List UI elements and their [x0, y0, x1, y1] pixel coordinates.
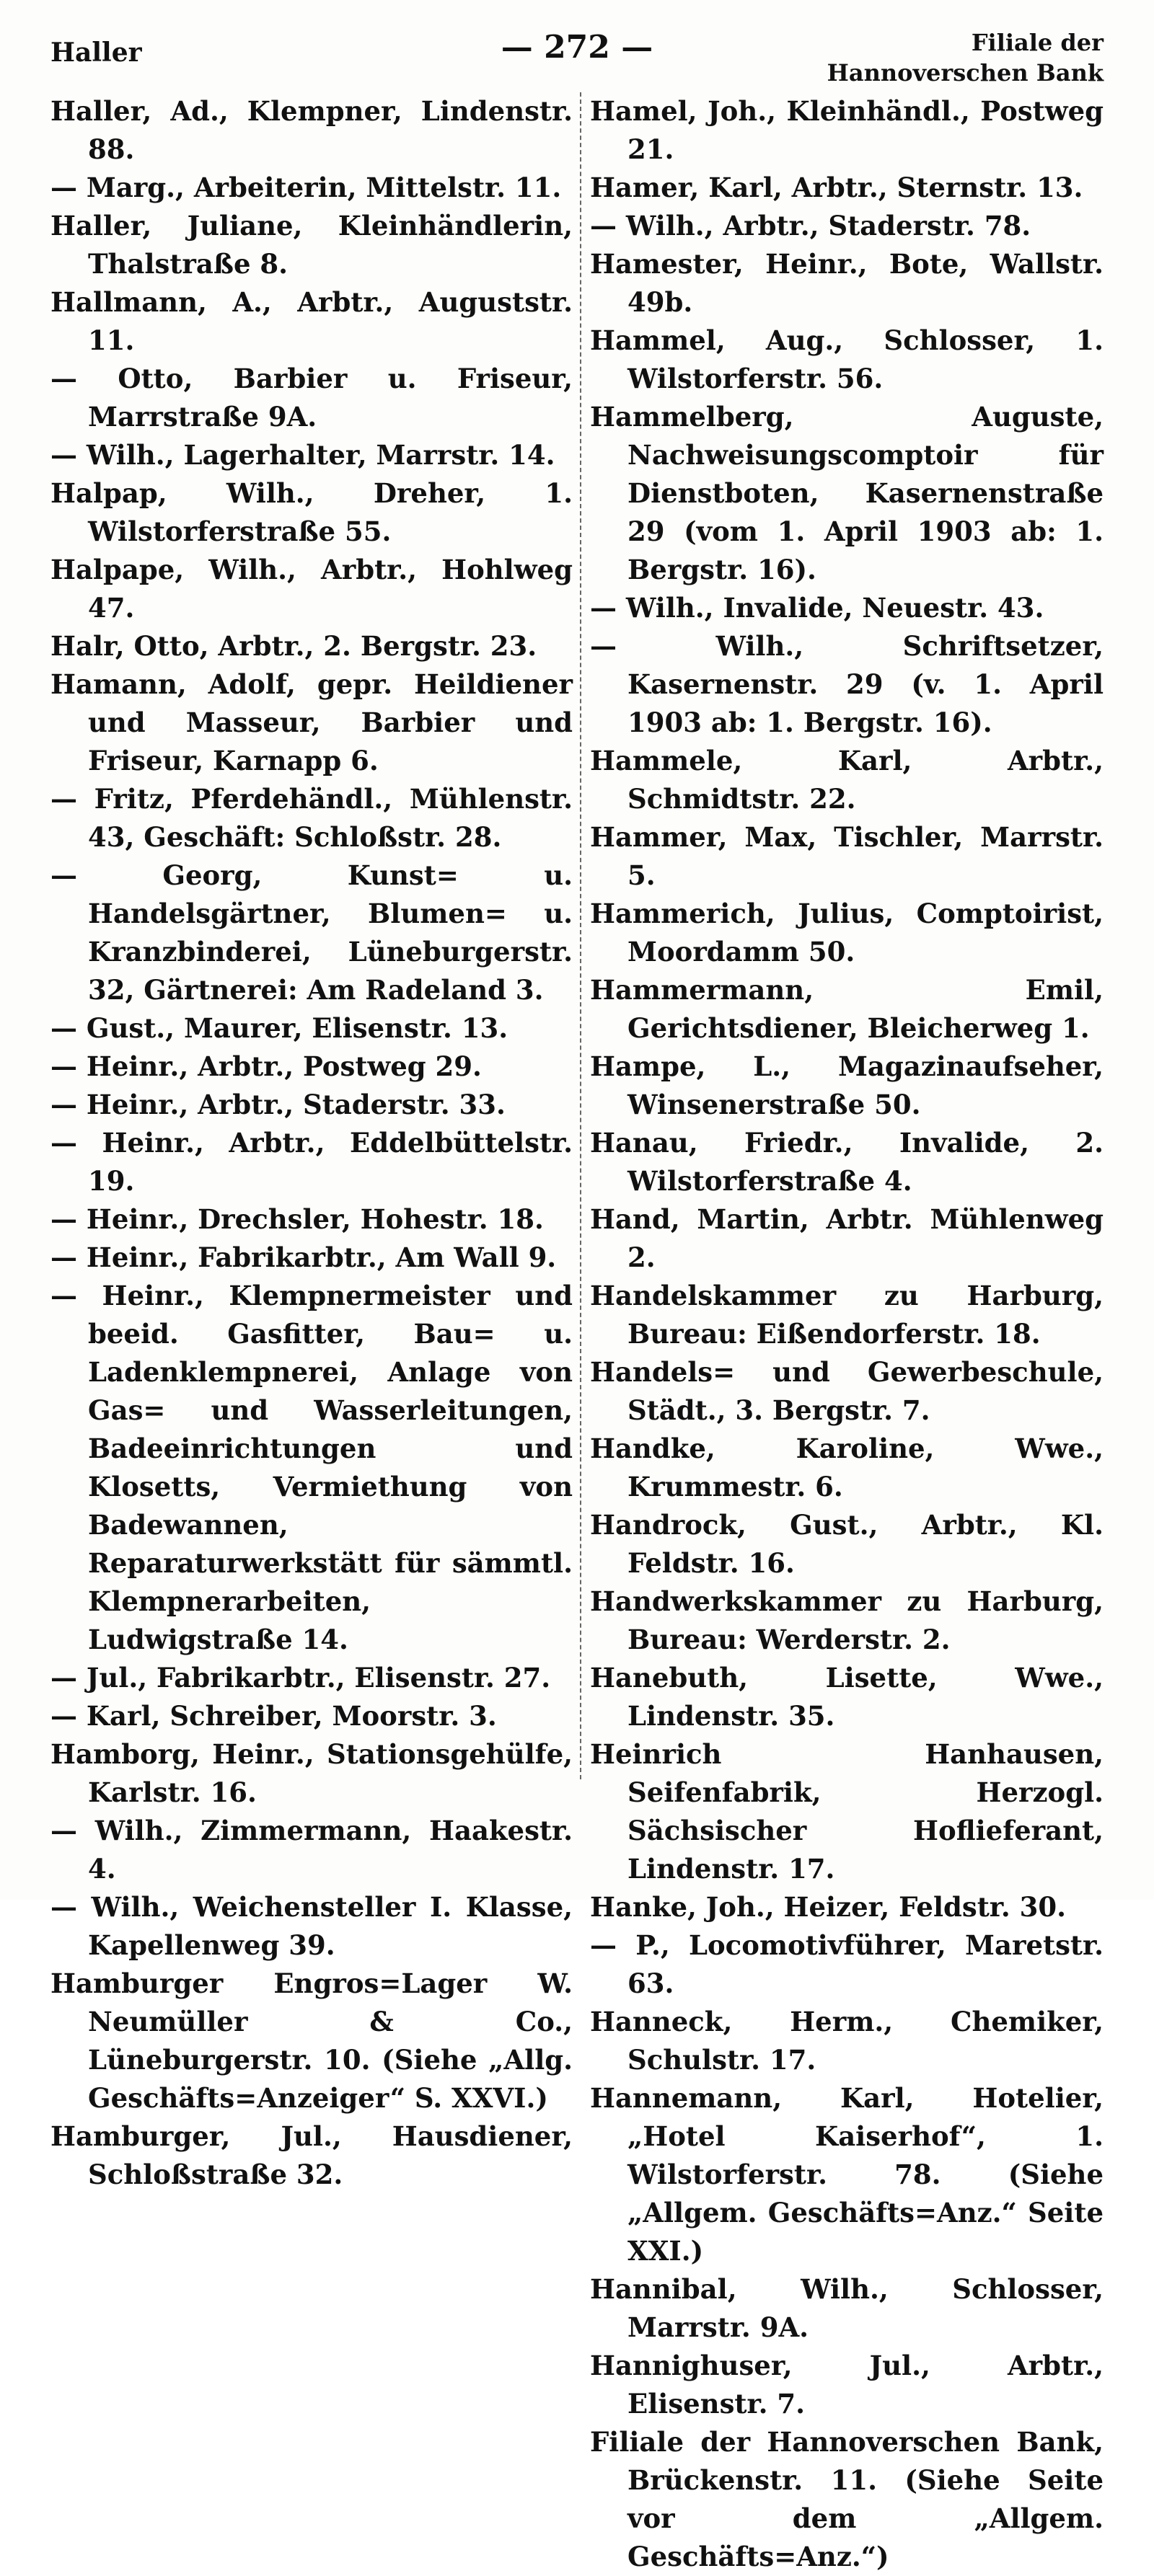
directory-entry: — Georg, Kunst= u. Handelsgärtner, Blumen= u. Kranzbinderei, Lüneburgerstr. 32, Gärtnerei: Am Radeland 3. [50, 859, 573, 1006]
directory-entry: Halr, Otto, Arbtr., 2. Bergstr. 23. [50, 630, 537, 662]
directory-entry: Hammerich, Julius, Comptoirist, Moordamm 50. [590, 898, 1104, 968]
directory-entry: Filiale der Hannoverschen Bank, Brückenstr. 11. (Siehe Seite vor dem „Allgem. Geschäfts=Anz.“) [590, 2426, 1104, 2572]
directory-entry: — Heinr., Arbtr., Staderstr. 33. [50, 1089, 506, 1120]
directory-entry: — Karl, Schreiber, Moorstr. 3. [50, 1700, 497, 1732]
directory-entry: Hammelberg, Auguste, Nachweisungscomptoir für Dienstboten, Kasernenstraße 29 (vom 1. April 1903 ab: 1. Bergstr. 16). [590, 401, 1104, 585]
directory-entry: — Heinr., Drechsler, Hohestr. 18. [50, 1203, 544, 1235]
directory-entry: — Wilh., Zimmermann, Haakestr. 4. [50, 1815, 573, 1885]
directory-entry: — Heinr., Arbtr., Eddelbüttelstr. 19. [50, 1127, 573, 1197]
directory-entry: Halpap, Wilh., Dreher, 1. Wilstorferstraße 55. [50, 477, 573, 547]
directory-entry: Hamer, Karl, Arbtr., Sternstr. 13. [590, 172, 1083, 203]
directory-entry: — Otto, Barbier u. Friseur, Marrstraße 9A. [50, 363, 573, 433]
directory-entry: Hannibal, Wilh., Schlosser, Marrstr. 9A. [590, 2273, 1104, 2343]
directory-entry: — Wilh., Lagerhalter, Marrstr. 14. [50, 439, 555, 471]
directory-entry: Hanau, Friedr., Invalide, 2. Wilstorferstraße 4. [590, 1127, 1104, 1197]
running-head-left: Haller [50, 37, 142, 68]
directory-entry: Hanke, Joh., Heizer, Feldstr. 30. [590, 1891, 1067, 1923]
left-column [50, 92, 573, 2190]
directory-entry: — Heinr., Fabrikarbtr., Am Wall 9. [50, 1241, 557, 1273]
directory-entry: — Wilh., Schriftsetzer, Kasernenstr. 29 (v. 1. April 1903 ab: 1. Bergstr. 16). [590, 630, 1104, 738]
directory-entry: Hamburger Engros=Lager W. Neumüller & Co., Lüneburgerstr. 10. (Siehe „Allg. Geschäfts=Anzeiger“ S. XXVI.) [50, 1968, 573, 2114]
directory-entry: Heinrich Hanhausen, Seifenfabrik, Herzogl. Sächsischer Hoflieferant, Lindenstr. 17. [590, 1738, 1104, 1885]
directory-entry: Hannemann, Karl, Hotelier, „Hotel Kaiserhof“, 1. Wilstorferstr. 78. (Siehe „Allgem. Geschäfts=Anz.“ Seite XXI.) [590, 2082, 1104, 2267]
directory-entry: Hammermann, Emil, Gerichtsdiener, Bleicherweg 1. [590, 974, 1104, 1044]
directory-entry: — Fritz, Pferdehändl., Mühlenstr. 43, Geschäft: Schloßstr. 28. [50, 783, 573, 853]
directory-entry: Handelskammer zu Harburg, Bureau: Eißendorferstr. 18. [590, 1280, 1104, 1350]
directory-entry: Hampe, L., Magazinaufseher, Winsenerstraße 50. [590, 1050, 1104, 1120]
directory-entry: Handke, Karoline, Wwe., Krummestr. 6. [590, 1433, 1104, 1502]
directory-entry: Hanneck, Herm., Chemiker, Schulstr. 17. [590, 2006, 1104, 2076]
directory-entry: Hammer, Max, Tischler, Marrstr. 5. [590, 821, 1104, 891]
directory-entry: — Wilh., Invalide, Neuestr. 43. [590, 592, 1044, 624]
directory-entry: Hamester, Heinr., Bote, Wallstr. 49b. [590, 248, 1104, 318]
directory-entry: — Wilh., Arbtr., Staderstr. 78. [590, 210, 1031, 242]
directory-entry: Hamann, Adolf, gepr. Heildiener und Masseur, Barbier und Friseur, Karnapp 6. [50, 668, 573, 776]
page-number: — 272 — [501, 29, 653, 66]
directory-entry: Hallmann, A., Arbtr., Auguststr. 11. [50, 286, 573, 356]
directory-entry: — Wilh., Weichensteller I. Klasse, Kapellenweg 39. [50, 1891, 573, 1961]
directory-entry: Haller, Juliane, Kleinhändlerin, Thalstraße 8. [50, 210, 573, 280]
directory-entry: Haller, Ad., Klempner, Lindenstr. 88. [50, 95, 573, 165]
directory-entry: — Heinr., Klempnermeister und beeid. Gasfitter, Bau= u. Ladenklempnerei, Anlage von Gas= und Wasserleitungen, Badeeinrichtungen und Klosetts, Vermiethung von Badewannen, Reparaturwerkstätt für sämmtl. Klempnerarbeiten, Ludwigstraße 14. [50, 1280, 573, 1655]
directory-entry: Hammel, Aug., Schlosser, 1. Wilstorferstr. 56. [590, 324, 1104, 394]
directory-entry: Hand, Martin, Arbtr. Mühlenweg 2. [590, 1203, 1104, 1273]
directory-entry: Handwerkskammer zu Harburg, Bureau: Werderstr. 2. [590, 1585, 1104, 1655]
directory-entry: Hamborg, Heinr., Stationsgehülfe, Karlstr. 16. [50, 1738, 573, 1808]
directory-entry: — Jul., Fabrikarbtr., Elisenstr. 27. [50, 1662, 551, 1694]
running-head-right-line2: Hannoverschen Bank [827, 59, 1104, 87]
page-header [50, 22, 1104, 87]
directory-entry: Halpape, Wilh., Arbtr., Hohlweg 47. [50, 554, 573, 624]
directory-entry: Hanebuth, Lisette, Wwe., Lindenstr. 35. [590, 1662, 1104, 1732]
directory-entry: Hammele, Karl, Arbtr., Schmidtstr. 22. [590, 745, 1104, 815]
directory-columns [50, 92, 1104, 2572]
directory-entry: — P., Locomotivführer, Maretstr. 63. [590, 1929, 1104, 1999]
directory-entry: Handels= und Gewerbeschule, Städt., 3. Bergstr. 7. [590, 1356, 1104, 1426]
directory-entry: Hamel, Joh., Kleinhändl., Postweg 21. [590, 95, 1104, 165]
directory-entry: — Heinr., Arbtr., Postweg 29. [50, 1050, 482, 1082]
column-divider [580, 92, 581, 1779]
directory-entry: Hannighuser, Jul., Arbtr., Elisenstr. 7. [590, 2350, 1104, 2420]
directory-entry: Handrock, Gust., Arbtr., Kl. Feldstr. 16. [590, 1509, 1104, 1579]
directory-entry: Hamburger, Jul., Hausdiener, Schloßstraße 32. [50, 2120, 573, 2190]
running-head-right-line1: Filiale der [971, 29, 1104, 56]
right-column [590, 92, 1104, 2572]
directory-entry: — Gust., Maurer, Elisenstr. 13. [50, 1012, 508, 1044]
running-head-right [827, 27, 1104, 88]
directory-entry: — Marg., Arbeiterin, Mittelstr. 11. [50, 172, 562, 203]
